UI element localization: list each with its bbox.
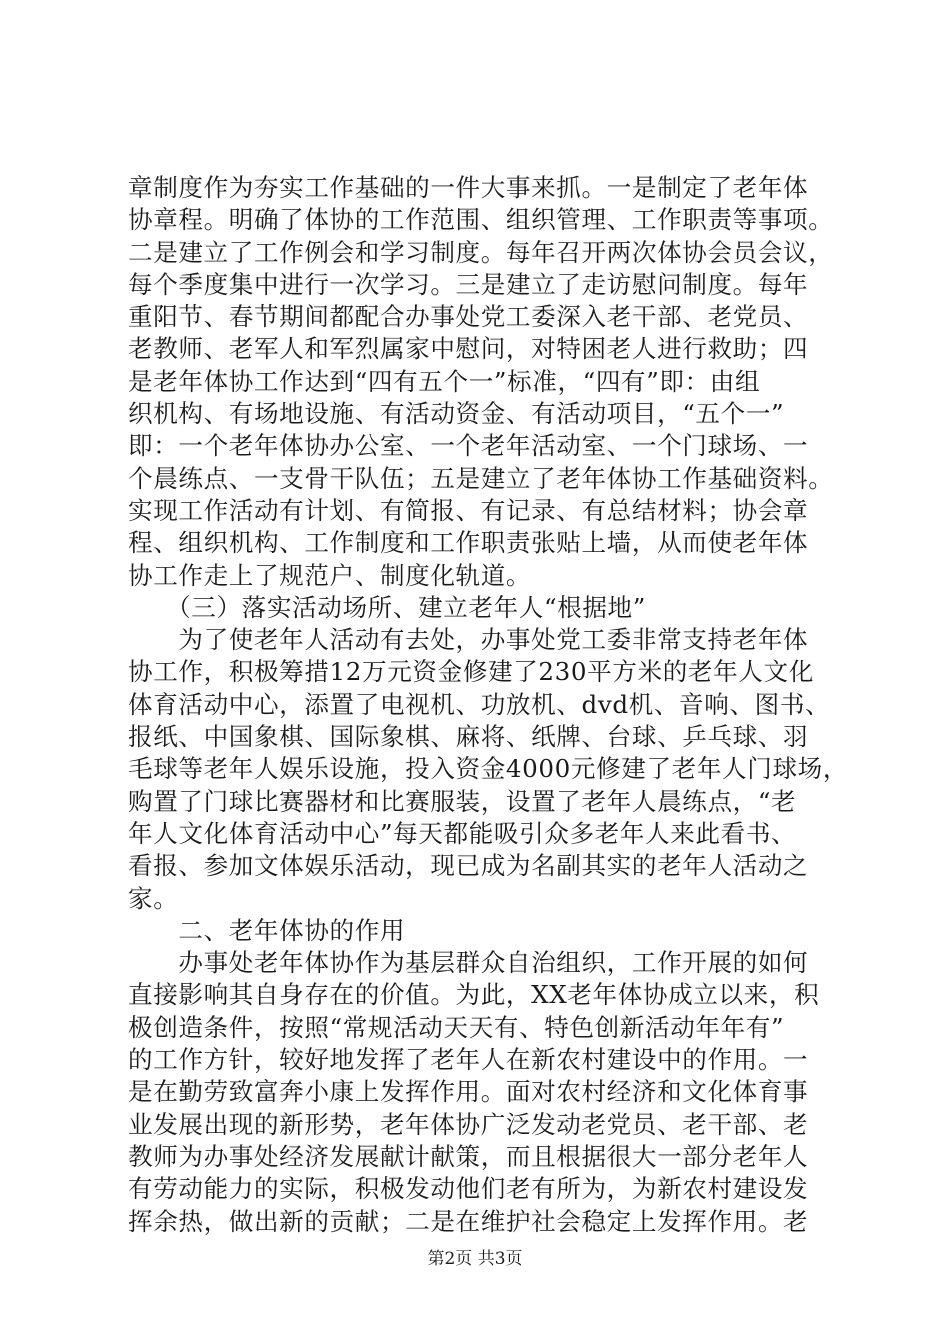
text-line: 直接影响其自身存在的价值。为此，XX老年体协成立以来，积 (128, 980, 820, 1010)
text-line: 挥余热，做出新的贡献；二是在维护社会稳定上发挥作用。老 (128, 1206, 809, 1236)
text-line: 业发展出现的新形势，老年体协广泛发动老党员、老干部、老 (128, 1109, 809, 1139)
text-line: 重阳节、春节期间都配合办事处党工委深入老干部、老党员、 (128, 302, 809, 332)
page-indicator: 第2页 共3页 (427, 1249, 523, 1269)
text-line: 每个季度集中进行一次学习。三是建立了走访慰问制度。每年 (128, 269, 809, 299)
page-footer (0, 1244, 950, 1269)
section-heading: 二、老年体协的作用 (128, 915, 406, 945)
text-line: 二是建立了工作例会和学习制度。每年召开两次体协会员会议， (128, 237, 834, 267)
text-line: 协工作，积极筹措12万元资金修建了230平方米的老年人文化 (128, 657, 814, 687)
text-line: 毛球等老年人娱乐设施，投入资金4000元修建了老年人门球场， (128, 754, 849, 784)
text-line: 年人文化体育活动中心”每天都能吸引众多老年人来此看书、 (128, 818, 797, 848)
text-line: 个晨练点、一支骨干队伍；五是建立了老年体协工作基础资料。 (128, 463, 834, 493)
text-line: 有劳动能力的实际，积极发动他们老有所为，为新农村建设发 (128, 1174, 809, 1204)
document-body (128, 172, 849, 1238)
text-line: 的工作方针，较好地发挥了老年人在新农村建设中的作用。一 (128, 1045, 809, 1075)
text-line: 购置了门球比赛器材和比赛服装，设置了老年人晨练点，“老 (128, 786, 797, 816)
text-line: 即：一个老年体协办公室、一个老年活动室、一个门球场、一 (128, 431, 809, 461)
text-line: 家。 (128, 883, 179, 913)
text-line: 章制度作为夯实工作基础的一件大事来抓。一是制定了老年体 (128, 173, 809, 202)
section-heading: （三）落实活动场所、建立老年人“根据地” (128, 592, 646, 622)
text-line: 是老年体协工作达到“四有五个一”标准，“四有”即：由组 (128, 366, 761, 396)
text-line: 协工作走上了规范户、制度化轨道。 (128, 560, 532, 590)
text-line: 织机构、有场地设施、有活动资金、有活动项目，“五个一” (128, 399, 785, 429)
text-line: 体育活动中心，添置了电视机、功放机、dvd机、音响、图书、 (128, 689, 831, 719)
text-line: 办事处老年体协作为基层群众自治组织，工作开展的如何 (128, 948, 809, 978)
text-line: 是在勤劳致富奔小康上发挥作用。面对农村经济和文化体育事 (128, 1077, 809, 1107)
text-line: 看报、参加文体娱乐活动，现已成为名副其实的老年人活动之 (128, 851, 809, 881)
text-line: 老教师、老军人和军烈属家中慰问，对特困老人进行救助；四 (128, 334, 809, 364)
text-line: 程、组织机构、工作制度和工作职责张贴上墙，从而使老年体 (128, 528, 809, 558)
text-line: 协章程。明确了体协的工作范围、组织管理、工作职责等事项。 (128, 205, 834, 235)
text-line: 实现工作活动有计划、有简报、有记录、有总结材料；协会章 (128, 495, 809, 525)
text-line: 为了使老年人活动有去处，办事处党工委非常支持老年体 (128, 625, 809, 655)
text-line: 教师为办事处经济发展献计献策，而且根据很大一部分老年人 (128, 1141, 809, 1171)
text-line: 极创造条件，按照“常规活动天天有、特色创新活动年年有” (128, 1012, 785, 1042)
text-line: 报纸、中国象棋、国际象棋、麻将、纸牌、台球、乒乓球、羽 (128, 722, 809, 752)
